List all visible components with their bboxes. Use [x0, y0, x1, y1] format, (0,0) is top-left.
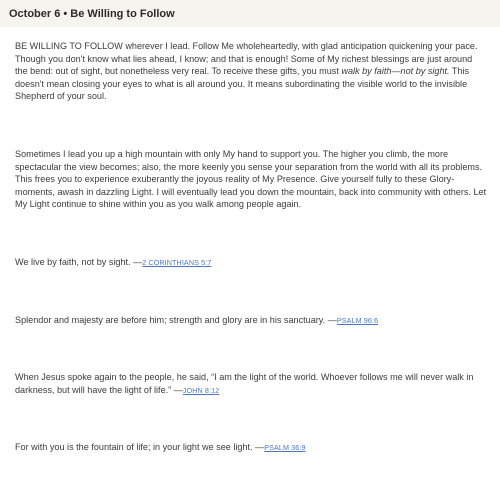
verse-1	[15, 256, 487, 270]
verse-text: When Jesus spoke again to the people, he said, “I am the light of the world. Whoever follows me will never walk in darkness, but will have the light of life.” —	[15, 372, 474, 395]
verse-2	[15, 314, 487, 328]
paragraph-text: This doesn't mean closing your eyes to what is all around you. It means subordinating the visible world to the invisible Shepherd of your soul.	[15, 66, 470, 101]
paragraph-text: BE WILLING TO FOLLOW wherever I lead. Follow Me wholeheartedly, with glad anticipation quickening your pace. Though you don't know what lies ahead, I know; and that is enough! Some of My richest blessings are just around the bend: out of sight, but nonetheless very real. To receive these gifts, you must	[15, 41, 478, 76]
devotion-paragraph-2	[15, 148, 487, 211]
scripture-emphasis: walk by faith—not by sight.	[341, 66, 450, 76]
verse-4	[15, 441, 487, 455]
devotion-paragraph-1	[15, 40, 487, 103]
verse-reference-link[interactable]: 2 CORINTHIANS 5:7	[142, 258, 212, 267]
verse-3	[15, 371, 487, 397]
verse-reference-link[interactable]: JOHN 8:12	[182, 385, 220, 395]
verse-text: We live by faith, not by sight. —	[15, 257, 143, 267]
verse-text: For with you is the fountain of life; in your light we see light. —	[15, 442, 265, 452]
page-title: October 6 • Be Willing to Follow	[9, 8, 175, 20]
paragraph-text: Sometimes I lead you up a high mountain with only My hand to support you. The higher you climb, the more spectacular the view becomes; also, the more keenly you sense your separation from the world with all its problems. This frees you to experience exuberantly the joyous reality of My Presence. Give yourself fully to these Glory-moments, awash in dazzling Light. I will eventually lead you down the mountain, back into community with others. Let My Light continue to shine within you as you walk among people again.	[15, 149, 487, 209]
verse-reference-link[interactable]: PSALM 36:9	[264, 443, 306, 452]
reading-panel	[0, 27, 500, 482]
verse-reference-link[interactable]: PSALM 96:6	[336, 316, 379, 325]
verse-text: Splendor and majesty are before him; strength and glory are in his sanctuary. —	[15, 315, 337, 325]
